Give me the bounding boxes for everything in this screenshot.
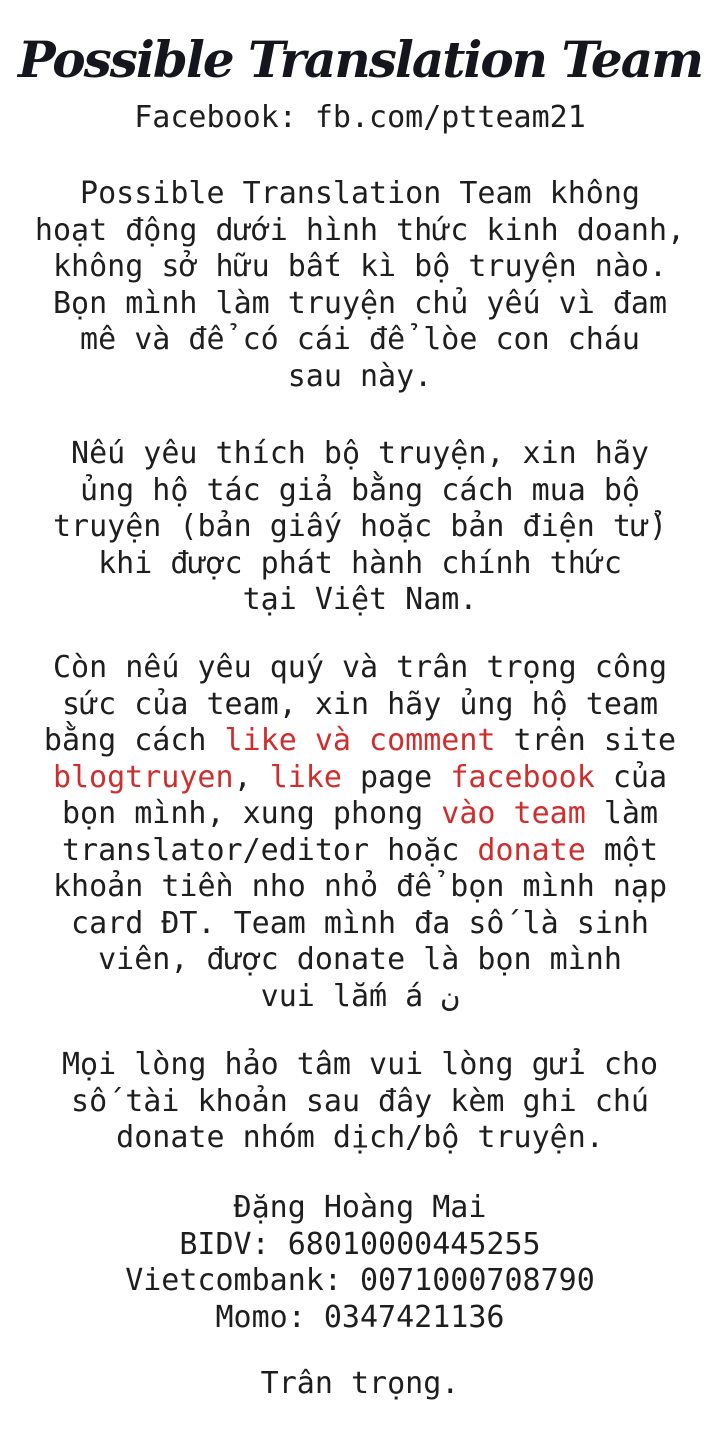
highlighted-text: blogtruyen: [52, 759, 234, 795]
text-line: [0, 869, 720, 906]
paragraph-donation-note: [0, 1047, 720, 1157]
paragraph-support-author: [0, 436, 720, 619]
text-line: [0, 176, 720, 213]
highlighted-text: like và comment: [224, 723, 496, 758]
text-segment: sức của team, xin hãy ủng hộ team: [61, 686, 659, 722]
text-segment: một: [585, 832, 659, 868]
text-segment: translator/editor hoặc: [61, 832, 478, 868]
facebook-contact-line: Facebook: fb.com/ptteam21: [134, 100, 586, 135]
text-segment: khoản tiền nho nhỏ để bọn mình nạp: [52, 869, 668, 904]
text-segment: không sở hữu bất kì bộ truyện nào.: [52, 249, 668, 284]
text-segment: page: [341, 759, 451, 795]
text-segment: Possible Translation Team không: [80, 176, 640, 211]
text-segment: trên site: [495, 723, 677, 758]
text-line: [0, 687, 720, 724]
text-segment: tại Việt Nam.: [242, 582, 478, 617]
text-segment: vui lắm á ن: [260, 978, 460, 1014]
text-segment: Nếu yêu thích bộ truyện, xin hãy: [71, 436, 649, 471]
highlighted-text: donate: [477, 832, 586, 868]
text-line: [0, 760, 720, 797]
text-line: [0, 322, 720, 359]
text-segment: ,: [233, 759, 270, 795]
text-line: [0, 286, 720, 323]
text-line: [0, 906, 720, 943]
text-line: [0, 213, 720, 250]
text-line: [0, 473, 720, 510]
account-line-momo: Momo: 0347421136: [215, 1299, 505, 1335]
text-line: [0, 1120, 720, 1157]
text-segment: bằng cách: [43, 723, 225, 758]
text-segment: số tài khoản sau đây kèm ghi chú: [71, 1083, 649, 1119]
account-line-bidv: BIDV: 68010000445255: [179, 1226, 541, 1262]
highlighted-text: like: [269, 759, 342, 795]
text-segment: Còn nếu yêu quý và trân trọng công: [52, 650, 668, 685]
paragraph-about-team: [0, 176, 720, 395]
closing-line: Trân trọng.: [260, 1366, 460, 1401]
highlighted-text: vào team: [441, 796, 586, 831]
text-line: [0, 833, 720, 870]
text-line: [0, 546, 720, 583]
text-line: [0, 979, 720, 1016]
text-segment: Bọn mình làm truyện chủ yếu vì đam: [52, 285, 668, 321]
text-line: [0, 942, 720, 979]
donation-details: [0, 1190, 720, 1336]
text-segment: ủng hộ tác giả bằng cách mua bộ: [80, 472, 640, 508]
text-segment: card ĐT. Team mình đa số là sinh: [71, 905, 649, 941]
text-line: [0, 359, 720, 396]
highlighted-text: facebook: [450, 759, 595, 795]
account-line-vietcombank: Vietcombank: 0071000708790: [125, 1263, 595, 1298]
text-line: [0, 796, 720, 833]
team-title: Possible Translation Team: [17, 30, 703, 89]
donation-accounts: [0, 1227, 720, 1337]
text-line: [0, 582, 720, 619]
text-segment: hoạt động dưới hình thức kinh doanh,: [34, 212, 686, 248]
text-line: [0, 436, 720, 473]
text-line: [0, 1084, 720, 1121]
text-line: [0, 249, 720, 286]
text-segment: mê và để có cái để lòe con cháu: [80, 322, 640, 357]
text-segment: donate nhóm dịch/bộ truyện.: [116, 1120, 604, 1155]
text-segment: truyện (bản giấy hoặc bản điện tử): [52, 509, 668, 544]
text-line: [0, 509, 720, 546]
text-segment: sau này.: [287, 358, 433, 394]
text-segment: khi được phát hành chính thức: [98, 545, 622, 581]
text-segment: Mọi lòng hảo tâm vui lòng gửi cho: [61, 1047, 659, 1082]
text-line: [0, 1047, 720, 1084]
text-segment: viên, được donate là bọn mình: [98, 942, 622, 977]
text-line: [0, 723, 720, 760]
text-segment: bọn mình, xung phong: [61, 796, 442, 831]
text-line: [0, 650, 720, 687]
paragraph-support-team: [0, 650, 720, 1015]
text-segment: làm: [585, 796, 659, 831]
text-segment: của: [594, 759, 668, 795]
account-holder-name: Đặng Hoàng Mai: [233, 1190, 487, 1225]
